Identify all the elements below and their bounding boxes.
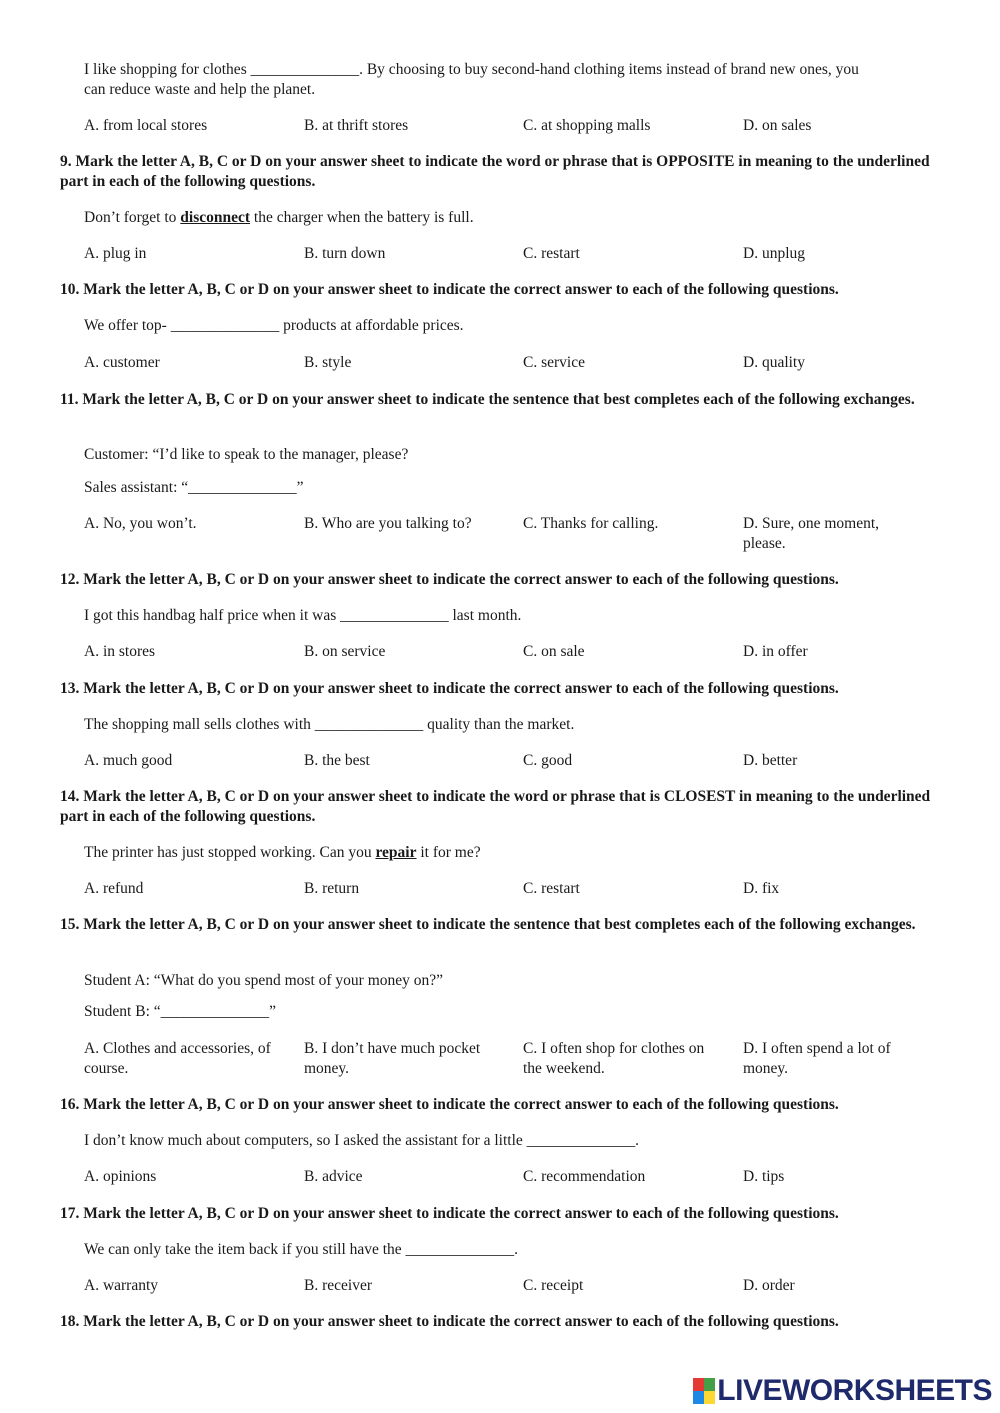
option-d[interactable]: D. fix xyxy=(743,880,780,897)
sentence-text: Don’t forget to xyxy=(84,209,181,226)
option-a[interactable]: A. customer xyxy=(84,354,160,371)
option-d[interactable]: D. in offer xyxy=(743,643,808,660)
question-14-sentence xyxy=(84,843,934,863)
option-c[interactable]: C. receipt xyxy=(523,1277,584,1294)
option-c[interactable]: C. recommendation xyxy=(523,1168,646,1185)
question-13-instruction: 13. Mark the letter A, B, C or D on your answer sheet to indicate the correct answer to each of the following questions. xyxy=(60,680,839,697)
answer-options xyxy=(84,353,964,395)
question-18-instruction: 18. Mark the letter A, B, C or D on your answer sheet to indicate the correct answer to each of the following questions. xyxy=(60,1313,839,1330)
question-9-instruction: 9. Mark the letter A, B, C or D on your answer sheet to indicate the word or phrase that is OPPOSITE in meaning to the underlined part in each of the following questions. xyxy=(60,153,930,190)
option-d[interactable]: D. quality xyxy=(743,354,805,371)
sentence-text: The printer has just stopped working. Can you xyxy=(84,844,376,861)
logo-square xyxy=(704,1391,715,1404)
option-b[interactable]: B. style xyxy=(304,354,352,371)
option-c[interactable]: C. Thanks for calling. xyxy=(523,515,659,532)
question-11-line: Customer: “I’d like to speak to the manager, please? xyxy=(84,446,409,463)
option-a[interactable]: A. opinions xyxy=(84,1168,157,1185)
option-a[interactable]: A. in stores xyxy=(84,643,156,660)
question-10-sentence: We offer top- ______________ products at affordable prices. xyxy=(84,317,464,334)
option-a[interactable]: A. plug in xyxy=(84,245,147,262)
logo-square xyxy=(693,1391,704,1404)
logo-text: LIVEWORKSHEETS xyxy=(717,1374,992,1407)
option-b[interactable]: B. receiver xyxy=(304,1277,372,1294)
question-11-line: Sales assistant: “______________” xyxy=(84,479,304,496)
question-11-instruction: 11. Mark the letter A, B, C or D on your answer sheet to indicate the sentence that best completes each of the following exchanges. xyxy=(60,391,915,408)
question-15-line: Student B: “______________” xyxy=(84,1003,277,1020)
question-15-instruction: 15. Mark the letter A, B, C or D on your answer sheet to indicate the sentence that best completes each of the following exchanges. xyxy=(60,916,916,933)
option-c[interactable]: C. at shopping malls xyxy=(523,117,651,134)
question-sentence: can reduce waste and help the planet. xyxy=(84,81,316,98)
logo-square xyxy=(693,1378,704,1391)
option-d[interactable]: D. Sure, one moment, please. xyxy=(743,515,880,552)
question-sentence: I like shopping for clothes ______________. By choosing to buy second-hand clothing items instead of brand new ones, you xyxy=(84,61,859,78)
option-d[interactable]: D. better xyxy=(743,752,798,769)
question-17-instruction: 17. Mark the letter A, B, C or D on your answer sheet to indicate the correct answer to each of the following questions. xyxy=(60,1205,839,1222)
option-d[interactable]: D. I often spend a lot of money. xyxy=(743,1040,891,1077)
question-12-instruction: 12. Mark the letter A, B, C or D on your answer sheet to indicate the correct answer to each of the following questions. xyxy=(60,571,839,588)
option-c[interactable]: C. I often shop for clothes on the weekend. xyxy=(523,1040,705,1077)
option-b[interactable]: B. Who are you talking to? xyxy=(304,515,472,532)
option-d[interactable]: D. order xyxy=(743,1277,795,1294)
answer-options xyxy=(84,514,964,556)
question-16-instruction: 16. Mark the letter A, B, C or D on your answer sheet to indicate the correct answer to each of the following questions. xyxy=(60,1096,839,1113)
sentence-text: it for me? xyxy=(416,844,481,861)
logo-square xyxy=(704,1378,715,1391)
option-c[interactable]: C. good xyxy=(523,752,573,769)
question-9-sentence xyxy=(84,208,934,228)
liveworksheets-logo xyxy=(693,1373,992,1409)
question-15-line: Student A: “What do you spend most of your money on?” xyxy=(84,972,444,989)
option-b[interactable]: B. at thrift stores xyxy=(304,117,409,134)
answer-options xyxy=(84,1039,964,1081)
option-a[interactable]: A. from local stores xyxy=(84,117,208,134)
option-c[interactable]: C. service xyxy=(523,354,585,371)
answer-options xyxy=(84,1167,964,1209)
question-10-instruction: 10. Mark the letter A, B, C or D on your answer sheet to indicate the correct answer to each of the following questions. xyxy=(60,281,839,298)
option-a[interactable]: A. much good xyxy=(84,752,173,769)
option-b[interactable]: B. the best xyxy=(304,752,370,769)
option-a[interactable]: A. warranty xyxy=(84,1277,159,1294)
answer-options xyxy=(84,642,964,684)
option-a[interactable]: A. No, you won’t. xyxy=(84,515,197,532)
option-b[interactable]: B. return xyxy=(304,880,360,897)
underlined-word: repair xyxy=(375,844,417,861)
question-13-sentence: The shopping mall sells clothes with ______________ quality than the market. xyxy=(84,716,575,733)
option-b[interactable]: B. advice xyxy=(304,1168,363,1185)
option-c[interactable]: C. on sale xyxy=(523,643,585,660)
sentence-text: the charger when the battery is full. xyxy=(250,209,474,226)
liveworksheets-logo-icon xyxy=(693,1378,715,1404)
option-d[interactable]: D. unplug xyxy=(743,245,805,262)
option-c[interactable]: C. restart xyxy=(523,245,580,262)
option-c[interactable]: C. restart xyxy=(523,880,580,897)
option-b[interactable]: B. on service xyxy=(304,643,386,660)
question-17-sentence: We can only take the item back if you still have the ______________. xyxy=(84,1241,518,1258)
option-a[interactable]: A. Clothes and accessories, of course. xyxy=(84,1040,271,1077)
question-16-sentence: I don’t know much about computers, so I asked the assistant for a little ______________. xyxy=(84,1132,640,1149)
option-b[interactable]: B. I don’t have much pocket money. xyxy=(304,1040,481,1077)
option-a[interactable]: A. refund xyxy=(84,880,144,897)
question-12-sentence: I got this handbag half price when it was ______________ last month. xyxy=(84,607,522,624)
underlined-word: disconnect xyxy=(180,209,251,226)
option-b[interactable]: B. turn down xyxy=(304,245,386,262)
option-d[interactable]: D. tips xyxy=(743,1168,785,1185)
option-d[interactable]: D. on sales xyxy=(743,117,812,134)
question-14-instruction: 14. Mark the letter A, B, C or D on your answer sheet to indicate the word or phrase that is CLOSEST in meaning to the underlined part in each of the following questions. xyxy=(60,788,931,825)
